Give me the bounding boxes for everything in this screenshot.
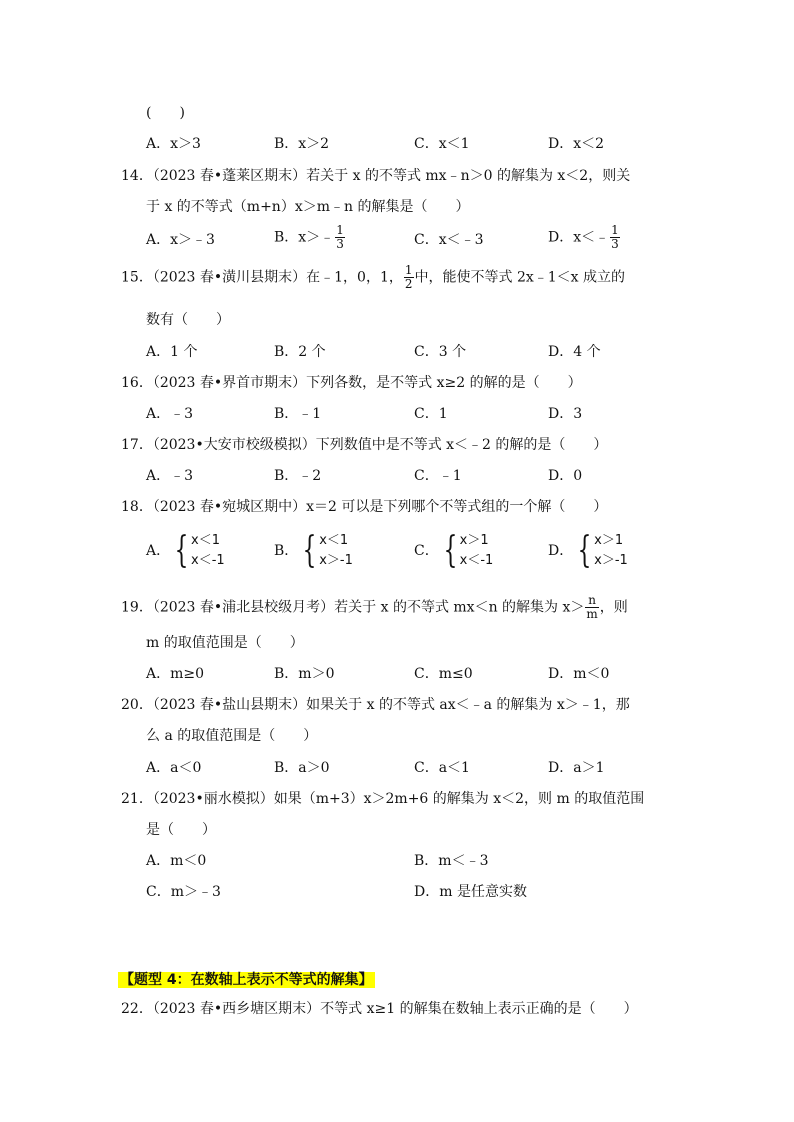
q14-option-d-label: D．x＜﹣: [548, 229, 610, 246]
q19-stem-line1: 19．（2023 春•浦北县校级月考）若关于 x 的不等式 mx＜n 的解集为 x＞ $\frac{n}{m}$ ，则: [121, 593, 628, 621]
q18-option-b: B． { x＜1 x＞-1: [274, 530, 353, 571]
q20-stem-line1: 20．（2023 春•盐山县期末）如果关于 x 的不等式 ax＜﹣a 的解集为 x＞﹣1，那: [121, 697, 630, 713]
section-heading: [118, 970, 375, 990]
q15-option-d: D．4 个: [548, 344, 601, 360]
q14-option-b: [274, 224, 346, 251]
q15-stem-line1: 15．（2023 春•潢川县期末）在﹣1，0，1， $\frac{1}{2}$ 中，能使不等式 2x﹣1＜x 成立的: [121, 263, 626, 291]
q19-stem-line2: m 的取值范围是（ ）: [146, 635, 304, 651]
q20-stem-line2: 么 a 的取值范围是（ ）: [146, 728, 318, 744]
q21-stem-line2: 是（ ）: [146, 822, 216, 838]
q15-option-a: A．1 个: [146, 344, 198, 360]
q19-fraction: $\frac{n}{m}$: [586, 593, 598, 621]
q17-option-c: C．﹣1: [414, 468, 462, 484]
q14-option-d-fraction: $\frac{1}{3}$: [611, 223, 619, 251]
section-heading-highlight: 【题型 4：在数轴上表示不等式的解集】: [120, 972, 373, 988]
q21-option-c: C．m＞﹣3: [146, 884, 221, 900]
q15-stem-line2: 数有（ ）: [146, 312, 230, 328]
q19-option-b: B．m＞0: [274, 666, 335, 682]
q16-option-a: A．﹣3: [146, 406, 194, 422]
q15-option-c: C．3 个: [414, 344, 467, 360]
q22-stem: 22．（2023 春•西乡塘区期末）不等式 x≥1 的解集在数轴上表示正确的是（ ）: [121, 1001, 638, 1017]
q16-stem: 16．（2023 春•界首市期末）下列各数，是不等式 x≥2 的解的是（ ）: [121, 375, 582, 391]
q13-option-d: D．x＜2: [548, 136, 605, 152]
q19-option-c: C．m≤0: [414, 666, 473, 682]
q14-option-a: A．x＞﹣3: [146, 232, 215, 248]
q17-option-b: B．﹣2: [274, 468, 322, 484]
q18-option-c: C． { x＞1 x＜-1: [414, 530, 494, 571]
q20-option-a: A．a＜0: [146, 760, 202, 776]
q21-option-d: D．m 是任意实数: [414, 884, 527, 900]
q13-option-a: A．x＞3: [146, 136, 201, 152]
q17-option-a: A．﹣3: [146, 468, 194, 484]
q16-option-d: D．3: [548, 406, 583, 422]
q19-option-d: D．m＜0: [548, 666, 610, 682]
q21-option-a: A．m＜0: [146, 853, 207, 869]
q14-option-b-fraction: $\frac{1}{3}$: [336, 223, 344, 251]
q15-option-b: B．2 个: [274, 344, 326, 360]
q21-option-b: B．m＜﹣3: [414, 853, 489, 869]
q19-option-a: A．m≥0: [146, 666, 205, 682]
q20-option-c: C．a＜1: [414, 760, 470, 776]
q14-option-d: [548, 224, 621, 251]
q13-option-c: C．x＜1: [414, 136, 470, 152]
q18-option-a: A． { x＜1 x＜-1: [146, 530, 225, 571]
q15-fraction: $\frac{1}{2}$: [404, 263, 413, 291]
q13-paren: ( ): [146, 105, 185, 121]
q13-option-b: B．x＞2: [274, 136, 330, 152]
q14-option-b-label: B．x＞﹣: [274, 229, 335, 246]
q18-stem: 18．（2023 春•宛城区期中）x＝2 可以是下列哪个不等式组的一个解（ ）: [121, 499, 608, 515]
q21-stem-line1: 21．（2023•丽水模拟）如果（m+3）x＞2m+6 的解集为 x＜2，则 m 的取值范围: [121, 791, 645, 807]
q18-option-d: D． { x＞1 x＞-1: [548, 530, 628, 571]
q20-option-d: D．a＞1: [548, 760, 605, 776]
q14-stem-line2: 于 x 的不等式（m+n）x＞m﹣n 的解集是（ ）: [146, 199, 470, 215]
q14-option-c: C．x＜﹣3: [414, 232, 484, 248]
q16-option-c: C．1: [414, 406, 448, 422]
q16-option-b: B．﹣1: [274, 406, 322, 422]
q20-option-b: B．a＞0: [274, 760, 330, 776]
q14-stem-line1: 14．（2023 春•蓬莱区期末）若关于 x 的不等式 mx﹣n＞0 的解集为 x＜2，则关: [121, 168, 631, 184]
q17-stem: 17．（2023•大安市校级模拟）下列数值中是不等式 x＜﹣2 的解的是（ ）: [121, 437, 608, 453]
q17-option-d: D．0: [548, 468, 583, 484]
